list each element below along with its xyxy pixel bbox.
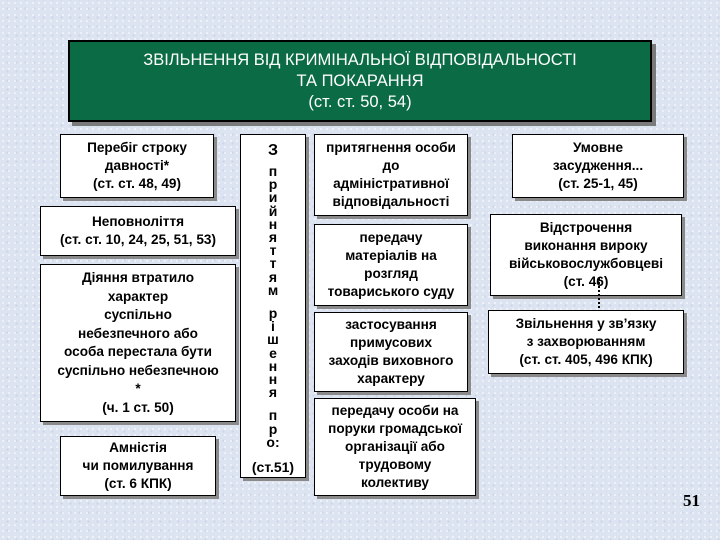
box-text-line: Звільнення у зв’язку (515, 316, 657, 331)
title-line-1: ЗВІЛЬНЕННЯ ВІД КРИМІНАЛЬНОЇ ВІДПОВІДАЛЬНОСТІ (143, 50, 577, 69)
box-text-line: чи помилування (82, 458, 194, 473)
box-illness-release (488, 310, 684, 374)
box-text-line: (ст. ст. 405, 496 КПК) (519, 352, 653, 367)
box-text-line: до (382, 158, 400, 173)
vertical-letter: т (269, 255, 277, 272)
box-text-line: Діяння втратило (82, 270, 194, 285)
vertical-letter: п (268, 407, 278, 424)
vertical-letter: р (268, 420, 278, 437)
box-text-line: застосування (345, 317, 437, 332)
box-text-line: (ч. 1 ст. 50) (102, 399, 174, 415)
box-text-line: військовослужбовцеві (508, 256, 664, 271)
vertical-letter: п (268, 163, 278, 179)
box-text-line: передачу (359, 230, 423, 245)
box-sentence-deferral (490, 214, 682, 296)
box-text-line: колективу (360, 475, 429, 490)
vertical-letter: й (268, 202, 278, 219)
box-text-line: особа перестала бути (64, 344, 212, 359)
vertical-letter: я (268, 268, 278, 285)
title-line-2: ТА ПОКАРАННЯ (296, 71, 424, 90)
dotted-connector (598, 278, 600, 312)
vertical-letter: н (268, 371, 278, 388)
box-amnesty (60, 436, 216, 496)
box-text-line: характеру (357, 371, 425, 386)
vertical-letter: н (268, 357, 278, 374)
box-text-line: (ст. ст. 48, 49) (93, 176, 181, 191)
box-text-line: матеріалів на (345, 248, 437, 263)
box-limitation-period (60, 134, 214, 198)
box-text-line: засудження... (552, 158, 644, 173)
box-text-line: виконання вироку (524, 238, 648, 253)
box-text-line: відповідальності (332, 194, 450, 209)
vertical-letter: н (268, 215, 278, 232)
box-text-line: організації або (345, 439, 445, 454)
box-text-line: суспільно небезпечною (57, 362, 219, 378)
box-text-line: Відстрочення (539, 220, 633, 235)
box-text-line: примусових (349, 335, 433, 350)
page-number: 51 (683, 491, 700, 510)
box-bail-transfer (314, 398, 476, 496)
vertical-letter: м (267, 281, 279, 298)
box-text-line: Амністія (109, 440, 167, 455)
vertical-letter: о: (266, 433, 280, 450)
box-text-line: суспільно (104, 307, 172, 322)
box-text-line: (ст. 25-1, 45) (558, 176, 638, 191)
diagram-title (68, 40, 652, 122)
vertical-letter: і (271, 318, 275, 335)
box-text-line: заходів виховного (328, 353, 454, 368)
box-text-line: поруки громадської (328, 421, 462, 436)
box-text-line: Перебіг строку (87, 140, 187, 155)
vertical-letter: т (269, 242, 277, 259)
box-text-line: притягнення особи (326, 140, 456, 155)
box-text-line: трудовому (358, 457, 432, 472)
box-text-line: розгляд (364, 266, 418, 281)
box-text-line: з захворюванням (526, 334, 646, 349)
vertical-article-ref: (ст.51) (251, 459, 295, 476)
title-line-3: (ст. ст. 50, 54) (308, 92, 412, 111)
box-text-line: Неповноліття (91, 214, 185, 229)
box-text-line: (ст. ст. 10, 24, 25, 51, 53) (59, 232, 217, 247)
vertical-letter: я (268, 384, 278, 401)
box-conditional-sentence (512, 134, 684, 198)
box-administrative-liability (314, 134, 468, 216)
box-text-line: * (135, 381, 141, 396)
box-text-line: давності* (104, 158, 170, 173)
box-text-line: характер (107, 288, 169, 304)
box-text-line: адміністративної (333, 176, 449, 191)
vertical-letter: р (268, 176, 278, 193)
box-text-line: небезпечного або (78, 325, 198, 341)
box-text-line: передачу особи на (331, 403, 459, 418)
vertical-letter: я (268, 229, 278, 246)
vertical-letter: З (267, 142, 279, 159)
vertical-text-box (240, 134, 306, 478)
box-text-line: Умовне (572, 140, 624, 155)
box-minority (40, 206, 236, 256)
box-text-line: товариського суду (327, 284, 455, 299)
vertical-letter: р (268, 305, 278, 322)
box-comrades-court (314, 224, 468, 306)
box-lost-danger (40, 264, 236, 422)
box-text-line: (ст. 6 КПК) (104, 476, 172, 491)
vertical-letter: и (268, 189, 278, 206)
box-text-line: (ст. 46) (563, 274, 609, 289)
vertical-letter: е (269, 344, 277, 361)
vertical-letter: ш (267, 331, 279, 348)
box-educational-measures (314, 312, 468, 392)
